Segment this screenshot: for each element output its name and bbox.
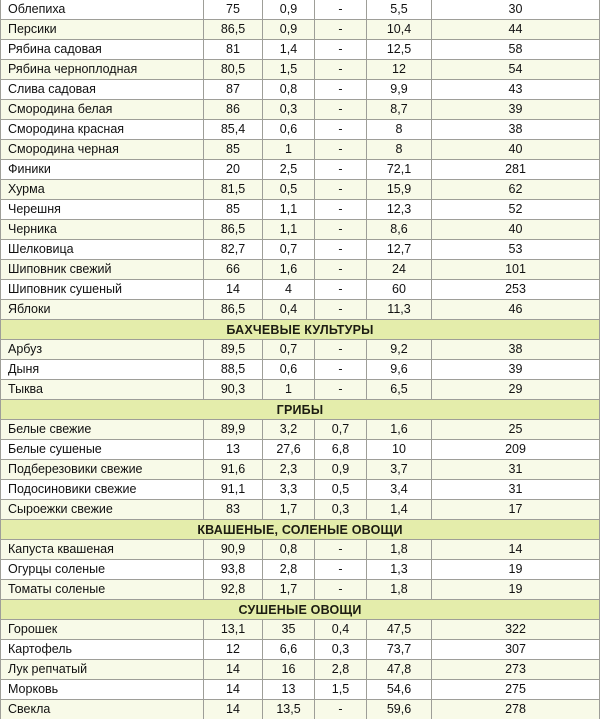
value-cell: 275	[432, 680, 600, 699]
value-cell: 93,8	[204, 560, 263, 579]
table-row	[0, 640, 600, 660]
value-cell: -	[315, 340, 367, 359]
food-name-cell: Черешня	[0, 200, 204, 219]
value-cell: 1,8	[367, 540, 432, 559]
value-cell: 0,9	[263, 20, 315, 39]
table-row	[0, 440, 600, 460]
value-cell: 9,6	[367, 360, 432, 379]
food-name-cell: Дыня	[0, 360, 204, 379]
value-cell: -	[315, 120, 367, 139]
table-row	[0, 660, 600, 680]
food-name-cell: Смородина черная	[0, 140, 204, 159]
value-cell: 0,4	[263, 300, 315, 319]
value-cell: 30	[432, 0, 600, 19]
value-cell: 0,7	[263, 340, 315, 359]
value-cell: 19	[432, 560, 600, 579]
value-cell: 72,1	[367, 160, 432, 179]
food-name-cell: Томаты соленые	[0, 580, 204, 599]
value-cell: 12	[367, 60, 432, 79]
food-name-cell: Горошек	[0, 620, 204, 639]
value-cell: 1,6	[263, 260, 315, 279]
table-row	[0, 120, 600, 140]
value-cell: 0,3	[315, 500, 367, 519]
value-cell: -	[315, 160, 367, 179]
value-cell: 13	[204, 440, 263, 459]
value-cell: 46	[432, 300, 600, 319]
value-cell: -	[315, 560, 367, 579]
value-cell: -	[315, 20, 367, 39]
value-cell: 0,4	[315, 620, 367, 639]
table-row	[0, 680, 600, 700]
value-cell: 85,4	[204, 120, 263, 139]
table-row	[0, 0, 600, 20]
value-cell: 10	[367, 440, 432, 459]
value-cell: 13,1	[204, 620, 263, 639]
value-cell: 86,5	[204, 220, 263, 239]
value-cell: 101	[432, 260, 600, 279]
value-cell: 307	[432, 640, 600, 659]
value-cell: -	[315, 200, 367, 219]
value-cell: 81,5	[204, 180, 263, 199]
value-cell: 3,3	[263, 480, 315, 499]
food-name-cell: Свекла	[0, 700, 204, 719]
value-cell: -	[315, 180, 367, 199]
value-cell: -	[315, 0, 367, 19]
value-cell: 9,2	[367, 340, 432, 359]
value-cell: 62	[432, 180, 600, 199]
value-cell: 11,3	[367, 300, 432, 319]
table-row	[0, 100, 600, 120]
food-name-cell: Сыроежки свежие	[0, 500, 204, 519]
value-cell: 2,8	[263, 560, 315, 579]
food-name-cell: Шиповник сушеный	[0, 280, 204, 299]
value-cell: 15,9	[367, 180, 432, 199]
value-cell: 3,2	[263, 420, 315, 439]
value-cell: 39	[432, 100, 600, 119]
value-cell: 1,1	[263, 200, 315, 219]
food-name-cell: Рябина садовая	[0, 40, 204, 59]
value-cell: 1,3	[367, 560, 432, 579]
value-cell: 88,5	[204, 360, 263, 379]
value-cell: 90,9	[204, 540, 263, 559]
value-cell: 39	[432, 360, 600, 379]
value-cell: -	[315, 140, 367, 159]
table-row	[0, 280, 600, 300]
table-row	[0, 700, 600, 719]
value-cell: 54	[432, 60, 600, 79]
value-cell: 85	[204, 140, 263, 159]
value-cell: 322	[432, 620, 600, 639]
value-cell: 278	[432, 700, 600, 719]
value-cell: 273	[432, 660, 600, 679]
section-header: ГРИБЫ	[0, 400, 600, 420]
value-cell: -	[315, 540, 367, 559]
table-row	[0, 420, 600, 440]
value-cell: 281	[432, 160, 600, 179]
value-cell: 6,5	[367, 380, 432, 399]
food-name-cell: Морковь	[0, 680, 204, 699]
value-cell: 253	[432, 280, 600, 299]
value-cell: 6,6	[263, 640, 315, 659]
value-cell: 9,9	[367, 80, 432, 99]
value-cell: 0,7	[263, 240, 315, 259]
value-cell: 17	[432, 500, 600, 519]
food-name-cell: Арбуз	[0, 340, 204, 359]
value-cell: 209	[432, 440, 600, 459]
table-row	[0, 380, 600, 400]
value-cell: 91,6	[204, 460, 263, 479]
value-cell: 86,5	[204, 20, 263, 39]
value-cell: 0,6	[263, 120, 315, 139]
value-cell: 81	[204, 40, 263, 59]
value-cell: -	[315, 260, 367, 279]
value-cell: 1	[263, 140, 315, 159]
value-cell: 3,7	[367, 460, 432, 479]
value-cell: 19	[432, 580, 600, 599]
table-row	[0, 480, 600, 500]
value-cell: 87	[204, 80, 263, 99]
value-cell: -	[315, 80, 367, 99]
food-name-cell: Персики	[0, 20, 204, 39]
table-row	[0, 460, 600, 480]
value-cell: -	[315, 280, 367, 299]
value-cell: 44	[432, 20, 600, 39]
food-name-cell: Облепиха	[0, 0, 204, 19]
value-cell: 47,8	[367, 660, 432, 679]
table-row	[0, 360, 600, 380]
value-cell: 1,6	[367, 420, 432, 439]
food-name-cell: Шиповник свежий	[0, 260, 204, 279]
value-cell: 1,7	[263, 500, 315, 519]
value-cell: 59,6	[367, 700, 432, 719]
value-cell: 14	[432, 540, 600, 559]
table-row	[0, 560, 600, 580]
food-name-cell: Смородина красная	[0, 120, 204, 139]
value-cell: 54,6	[367, 680, 432, 699]
value-cell: 12,3	[367, 200, 432, 219]
value-cell: 8,6	[367, 220, 432, 239]
value-cell: 0,9	[315, 460, 367, 479]
value-cell: 12	[204, 640, 263, 659]
value-cell: 85	[204, 200, 263, 219]
value-cell: 3,4	[367, 480, 432, 499]
value-cell: 12,7	[367, 240, 432, 259]
value-cell: 86,5	[204, 300, 263, 319]
value-cell: 35	[263, 620, 315, 639]
food-name-cell: Слива садовая	[0, 80, 204, 99]
value-cell: 60	[367, 280, 432, 299]
food-name-cell: Подберезовики свежие	[0, 460, 204, 479]
table-row	[0, 340, 600, 360]
value-cell: 73,7	[367, 640, 432, 659]
food-name-cell: Огурцы соленые	[0, 560, 204, 579]
value-cell: 4	[263, 280, 315, 299]
table-row	[0, 500, 600, 520]
value-cell: 14	[204, 280, 263, 299]
table-row	[0, 140, 600, 160]
value-cell: -	[315, 360, 367, 379]
value-cell: -	[315, 60, 367, 79]
table-row	[0, 580, 600, 600]
value-cell: 2,3	[263, 460, 315, 479]
value-cell: 16	[263, 660, 315, 679]
value-cell: 1,7	[263, 580, 315, 599]
value-cell: 29	[432, 380, 600, 399]
value-cell: -	[315, 300, 367, 319]
value-cell: 0,5	[263, 180, 315, 199]
food-name-cell: Смородина белая	[0, 100, 204, 119]
value-cell: 80,5	[204, 60, 263, 79]
table-row	[0, 60, 600, 80]
section-header: СУШЕНЫЕ ОВОЩИ	[0, 600, 600, 620]
value-cell: 92,8	[204, 580, 263, 599]
value-cell: 0,8	[263, 80, 315, 99]
value-cell: 0,3	[315, 640, 367, 659]
value-cell: 40	[432, 220, 600, 239]
value-cell: 53	[432, 240, 600, 259]
table-row	[0, 260, 600, 280]
table-row	[0, 20, 600, 40]
value-cell: 1	[263, 380, 315, 399]
value-cell: -	[315, 580, 367, 599]
value-cell: 91,1	[204, 480, 263, 499]
value-cell: 13	[263, 680, 315, 699]
value-cell: 1,4	[263, 40, 315, 59]
food-name-cell: Лук репчатый	[0, 660, 204, 679]
value-cell: 0,7	[315, 420, 367, 439]
value-cell: 58	[432, 40, 600, 59]
food-name-cell: Хурма	[0, 180, 204, 199]
value-cell: 52	[432, 200, 600, 219]
value-cell: 31	[432, 480, 600, 499]
section-header: КВАШЕНЫЕ, СОЛЕНЫЕ ОВОЩИ	[0, 520, 600, 540]
table-row	[0, 180, 600, 200]
table-row	[0, 620, 600, 640]
table-row	[0, 160, 600, 180]
value-cell: -	[315, 220, 367, 239]
value-cell: 75	[204, 0, 263, 19]
value-cell: -	[315, 40, 367, 59]
food-name-cell: Яблоки	[0, 300, 204, 319]
value-cell: 5,5	[367, 0, 432, 19]
table-row	[0, 540, 600, 560]
value-cell: 43	[432, 80, 600, 99]
value-cell: 2,8	[315, 660, 367, 679]
food-name-cell: Подосиновики свежие	[0, 480, 204, 499]
table-row	[0, 220, 600, 240]
value-cell: -	[315, 240, 367, 259]
value-cell: 1,1	[263, 220, 315, 239]
value-cell: 66	[204, 260, 263, 279]
value-cell: 1,8	[367, 580, 432, 599]
value-cell: 12,5	[367, 40, 432, 59]
value-cell: 90,3	[204, 380, 263, 399]
value-cell: 89,9	[204, 420, 263, 439]
value-cell: 6,8	[315, 440, 367, 459]
value-cell: 47,5	[367, 620, 432, 639]
value-cell: 13,5	[263, 700, 315, 719]
value-cell: 24	[367, 260, 432, 279]
value-cell: 0,6	[263, 360, 315, 379]
value-cell: 14	[204, 680, 263, 699]
food-name-cell: Белые сушеные	[0, 440, 204, 459]
table-row	[0, 300, 600, 320]
food-name-cell: Черника	[0, 220, 204, 239]
value-cell: -	[315, 100, 367, 119]
value-cell: 38	[432, 340, 600, 359]
food-name-cell: Тыква	[0, 380, 204, 399]
food-name-cell: Капуста квашеная	[0, 540, 204, 559]
section-header: БАХЧЕВЫЕ КУЛЬТУРЫ	[0, 320, 600, 340]
value-cell: 38	[432, 120, 600, 139]
value-cell: 0,5	[315, 480, 367, 499]
value-cell: 83	[204, 500, 263, 519]
food-name-cell: Картофель	[0, 640, 204, 659]
value-cell: 1,4	[367, 500, 432, 519]
value-cell: 31	[432, 460, 600, 479]
value-cell: 10,4	[367, 20, 432, 39]
table-row	[0, 200, 600, 220]
value-cell: 86	[204, 100, 263, 119]
value-cell: 20	[204, 160, 263, 179]
food-name-cell: Рябина черноплодная	[0, 60, 204, 79]
value-cell: 14	[204, 700, 263, 719]
value-cell: 27,6	[263, 440, 315, 459]
table-row	[0, 240, 600, 260]
food-name-cell: Белые свежие	[0, 420, 204, 439]
value-cell: 1,5	[315, 680, 367, 699]
value-cell: 8	[367, 120, 432, 139]
food-name-cell: Шелковица	[0, 240, 204, 259]
value-cell: 1,5	[263, 60, 315, 79]
food-name-cell: Финики	[0, 160, 204, 179]
value-cell: 82,7	[204, 240, 263, 259]
value-cell: 14	[204, 660, 263, 679]
value-cell: 40	[432, 140, 600, 159]
value-cell: 0,9	[263, 0, 315, 19]
value-cell: 0,8	[263, 540, 315, 559]
value-cell: -	[315, 700, 367, 719]
value-cell: 8	[367, 140, 432, 159]
table-row	[0, 40, 600, 60]
value-cell: 89,5	[204, 340, 263, 359]
value-cell: 8,7	[367, 100, 432, 119]
table-row	[0, 80, 600, 100]
value-cell: 2,5	[263, 160, 315, 179]
value-cell: -	[315, 380, 367, 399]
value-cell: 25	[432, 420, 600, 439]
value-cell: 0,3	[263, 100, 315, 119]
